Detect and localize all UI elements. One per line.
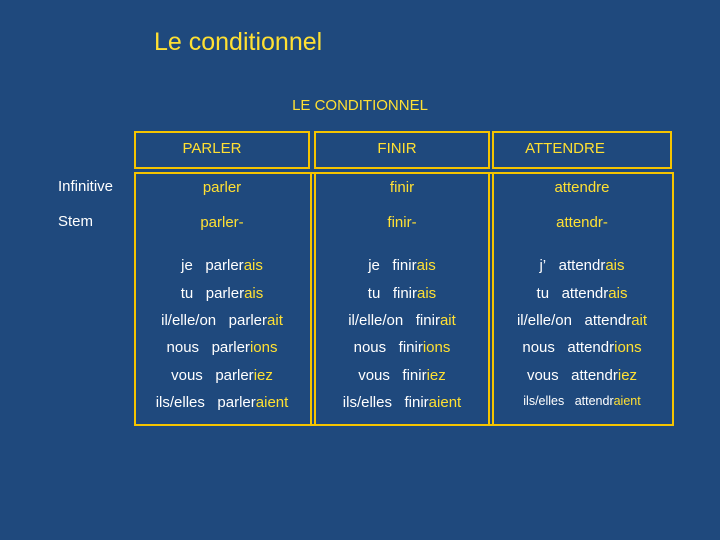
conjugation-attendre-ils: ils/elles attendraient: [523, 394, 641, 408]
conjugation-attendre-il: il/elle/on attendrait: [516, 312, 648, 329]
column-header-parler: PARLER: [182, 140, 242, 157]
conjugation-finir-nous: nous finirions: [353, 339, 451, 356]
conjugation-attendre-je: j’ attendrais: [539, 257, 625, 274]
conjugation-parler-vous: vous parleriez: [171, 367, 273, 384]
row-label-stem: Stem: [58, 213, 94, 230]
conjugation-parler-je: je parlerais: [181, 257, 263, 274]
table-title: LE CONDITIONNEL: [292, 97, 428, 114]
infinitive-parler: parler: [202, 179, 242, 196]
conjugation-attendre-vous: vous attendriez: [526, 367, 638, 384]
conjugation-parler-il: il/elle/on parlerait: [161, 312, 283, 329]
conjugation-finir-vous: vous finiriez: [358, 367, 446, 384]
conjugation-finir-il: il/elle/on finirait: [348, 312, 456, 329]
row-label-infinitive: Infinitive: [58, 178, 114, 195]
conjugation-parler-nous: nous parlerions: [166, 339, 278, 356]
conjugation-finir-je: je finirais: [368, 257, 436, 274]
column-header-attendre: ATTENDRE: [525, 140, 605, 157]
stem-finir: finir-: [387, 214, 417, 231]
conjugation-finir-ils: ils/elles finiraient: [342, 394, 462, 411]
conjugation-attendre-tu: tu attendrais: [536, 285, 628, 302]
conjugation-parler-ils: ils/elles parleraient: [155, 394, 289, 411]
slide-title: Le conditionnel: [154, 28, 323, 56]
conjugation-attendre-nous: nous attendrions: [522, 339, 642, 356]
infinitive-finir: finir: [389, 179, 415, 196]
stem-attendre: attendr-: [556, 214, 608, 231]
infinitive-attendre: attendre: [554, 179, 610, 196]
stem-parler: parler-: [200, 214, 244, 231]
conjugation-finir-tu: tu finirais: [367, 285, 437, 302]
conjugation-parler-tu: tu parlerais: [180, 285, 264, 302]
column-header-finir: FINIR: [377, 140, 417, 157]
